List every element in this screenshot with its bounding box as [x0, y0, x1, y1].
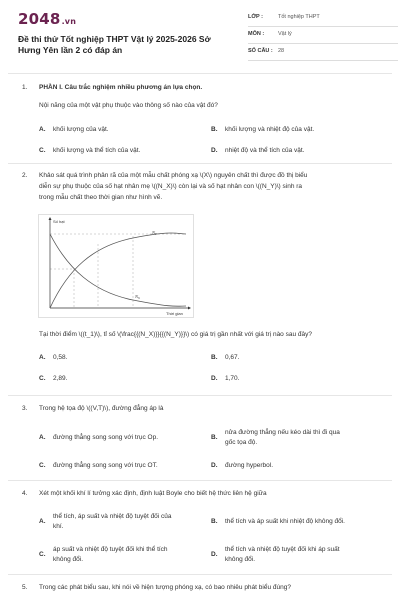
question-number: 1. — [22, 84, 28, 91]
option-text-line: không đổi. — [53, 556, 83, 563]
option-letter: D. — [211, 551, 218, 558]
divider — [8, 163, 392, 164]
option-text: đường thẳng song song với trục Op. — [53, 434, 159, 441]
question-text: Trong hệ tọa độ \((V,T)\), đường đẳng áp là — [39, 405, 164, 412]
option-letter: B. — [211, 354, 218, 361]
option-text-line: không đổi. — [225, 556, 255, 563]
option-text: khối lượng của vật. — [53, 126, 109, 133]
option-text: 2,89. — [53, 375, 68, 382]
divider — [8, 574, 392, 575]
logo-tld: .vn — [61, 17, 77, 26]
question-text-line: trong mẫu chất theo thời gian như hình vẽ. — [39, 194, 163, 201]
meta-value: Vật lý — [278, 31, 292, 37]
header — [18, 10, 382, 66]
ny-label-sub: Y — [155, 232, 157, 236]
question-number: 3. — [22, 405, 28, 412]
option-letter: D. — [211, 375, 218, 382]
option-letter: C. — [39, 551, 46, 558]
meta-row-count — [248, 44, 398, 61]
meta-key: SỐ CÂU : — [248, 48, 273, 54]
option-letter: C. — [39, 375, 46, 382]
nx-label-main: N — [135, 294, 139, 299]
option-text: khối lượng và thể tích của vật. — [53, 147, 141, 154]
meta-row-class — [248, 10, 398, 27]
meta-panel — [248, 10, 398, 61]
page-title: Đề thi thử Tốt nghiệp THPT Vật lý 2025-2026 Sở Hưng Yên lần 2 có đáp án — [18, 34, 211, 55]
option-text: đường hyperbol. — [225, 462, 274, 469]
option-text: thể tích và áp suất khi nhiệt độ không đổi. — [225, 518, 345, 525]
ny-label-main: N — [152, 230, 156, 235]
option-letter: B. — [211, 518, 218, 525]
decay-graph — [38, 214, 194, 318]
option-letter: B. — [211, 126, 218, 133]
divider — [8, 480, 392, 481]
divider — [8, 395, 392, 396]
option-text: 1,70. — [225, 375, 240, 382]
option-letter: A. — [39, 126, 46, 133]
question-stem: Nội năng của một vật phụ thuộc vào thông số nào của vật đó? — [39, 102, 218, 109]
option-text-line: gốc tọa độ. — [225, 439, 258, 446]
question-number: 4. — [22, 490, 28, 497]
option-text: 0,67. — [225, 354, 240, 361]
site-logo[interactable] — [18, 10, 76, 28]
meta-row-subject — [248, 27, 398, 44]
question-text-line: diễn sự phụ thuộc của số hạt nhân mẹ \((N_X)\) còn lại và số hạt nhân con \((N_Y)\) sinh ra — [39, 183, 303, 190]
option-letter: B. — [211, 434, 218, 441]
y-axis-label: Số hạt — [53, 219, 65, 224]
option-letter: C. — [39, 462, 46, 469]
question-number: 2. — [22, 172, 28, 179]
option-text: nhiệt độ và thể tích của vật. — [225, 147, 305, 154]
meta-value: 28 — [278, 48, 285, 54]
option-letter: A. — [39, 434, 46, 441]
section-heading: PHẦN I. Câu trắc nghiệm nhiều phương án lựa chọn. — [39, 84, 203, 91]
option-text-line: thể tích, áp suất và nhiệt độ tuyệt đối của — [53, 513, 172, 520]
nx-label-sub: X — [138, 296, 140, 300]
option-text: khối lượng và nhiệt độ của vật. — [225, 126, 315, 133]
option-letter: D. — [211, 462, 218, 469]
question-text-line: Khảo sát quá trình phân rã của một mẫu chất phóng xạ \(X\) nguyên chất thì được đồ thị biểu — [39, 172, 308, 179]
x-axis-label: Thời gian — [166, 311, 183, 316]
divider — [8, 73, 392, 74]
option-letter: C. — [39, 147, 46, 154]
question-text: Trong các phát biểu sau, khi nói về hiện tượng phóng xạ, có bao nhiêu phát biểu đúng? — [39, 584, 291, 591]
meta-key: LỚP : — [248, 14, 263, 20]
decay-graph-svg — [38, 214, 194, 318]
option-letter: D. — [211, 147, 218, 154]
logo-text: 2048 — [18, 10, 61, 28]
question-stem: Tại thời điểm \((t_1)\), tỉ số \(\frac{{(N_X)}}{{(N_Y)}}\) có giá trị gần nhất với giá trị nào sau đây? — [39, 331, 312, 338]
option-text-line: áp suất và nhiệt độ tuyệt đối khi thể tích — [53, 546, 168, 553]
option-text: 0,58. — [53, 354, 68, 361]
option-text-line: khí. — [53, 523, 64, 530]
graph-frame — [39, 215, 194, 318]
option-text: đường thẳng song song với trục OT. — [53, 462, 158, 469]
option-text-line: thể tích và nhiệt độ tuyệt đối khi áp suất — [225, 546, 340, 553]
option-letter: A. — [39, 518, 46, 525]
meta-value: Tốt nghiệp THPT — [278, 14, 320, 20]
meta-key: MÔN : — [248, 31, 265, 37]
option-letter: A. — [39, 354, 46, 361]
question-text: Xét một khối khí lí tưởng xác định, định luật Boyle cho biết hệ thức liên hệ giữa — [39, 490, 267, 497]
question-number: 5. — [22, 584, 28, 591]
option-text-line: nửa đường thẳng nếu kéo dài thì đi qua — [225, 429, 340, 436]
